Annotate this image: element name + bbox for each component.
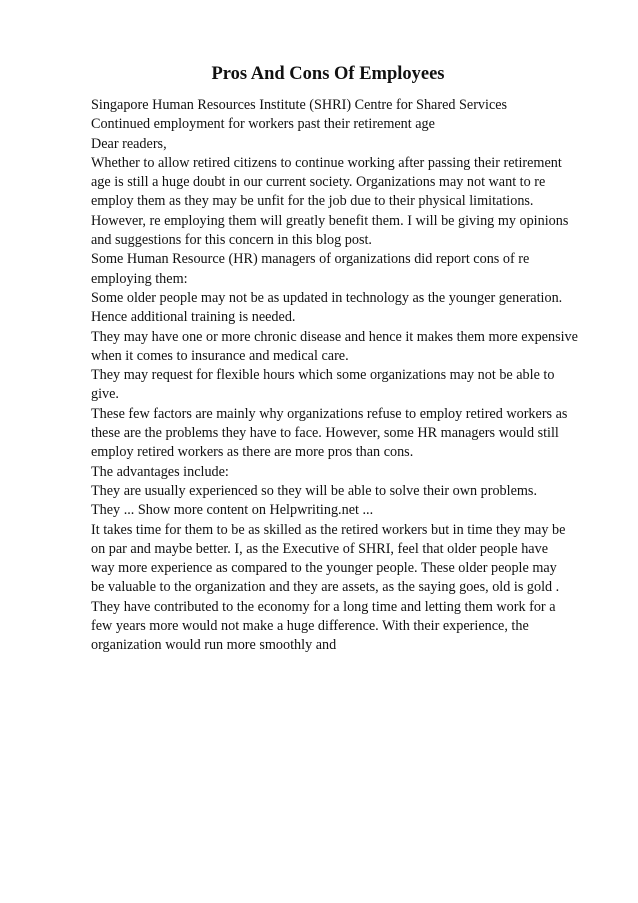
document-body <box>91 96 591 656</box>
body-line: few years more would not make a huge difference. With their experience, the <box>91 618 529 635</box>
body-line: these are the problems they have to face. However, some HR managers would still <box>91 425 559 442</box>
body-line: They ... Show more content on Helpwriting.net ... <box>91 502 374 519</box>
body-line: be valuable to the organization and they are assets, as the saying goes, old is gold . <box>91 579 560 596</box>
body-line: on par and maybe better. I, as the Executive of SHRI, feel that older people have <box>91 540 548 557</box>
body-line: Singapore Human Resources Institute (SHRI) Centre for Shared Services <box>91 97 508 113</box>
body-line: organization would run more smoothly and <box>91 637 337 654</box>
body-line: The advantages include: <box>91 463 229 480</box>
body-line: It takes time for them to be as skilled as the retired workers but in time they may be <box>91 521 566 538</box>
body-line: They are usually experienced so they will be able to solve their own problems. <box>91 482 537 499</box>
body-line: They may have one or more chronic disease and hence it makes them more expensive <box>91 328 578 345</box>
body-line: Hence additional training is needed. <box>91 309 296 326</box>
body-line: when it comes to insurance and medical care. <box>91 347 349 364</box>
body-line: employ retired workers as there are more pros than cons. <box>91 444 414 461</box>
body-line: age is still a huge doubt in our current society. Organizations may not want to re <box>91 174 546 191</box>
body-line: way more experience as compared to the younger people. These older people may <box>91 560 557 577</box>
body-line: Dear readers, <box>91 135 167 152</box>
body-line: employing them: <box>91 270 188 287</box>
body-line: Some older people may not be as updated in technology as the younger generation. <box>91 289 563 306</box>
body-line: employ them as they may be unfit for the job due to their physical limitations. <box>91 193 534 210</box>
document-title: Pros And Cons Of Employees <box>211 64 445 84</box>
body-line: Continued employment for workers past their retirement age <box>91 116 435 133</box>
body-line: These few factors are mainly why organizations refuse to employ retired workers as <box>91 405 568 422</box>
body-line: However, re employing them will greatly benefit them. I will be giving my opinions <box>91 212 569 229</box>
body-line: give. <box>91 386 119 403</box>
body-line: Some Human Resource (HR) managers of organizations did report cons of re <box>91 251 530 268</box>
body-line: and suggestions for this concern in this blog post. <box>91 232 372 249</box>
body-line: Whether to allow retired citizens to continue working after passing their retirement <box>91 154 562 171</box>
body-line: They may request for flexible hours which some organizations may not be able to <box>91 367 555 384</box>
body-line: They have contributed to the economy for a long time and letting them work for a <box>91 598 556 615</box>
